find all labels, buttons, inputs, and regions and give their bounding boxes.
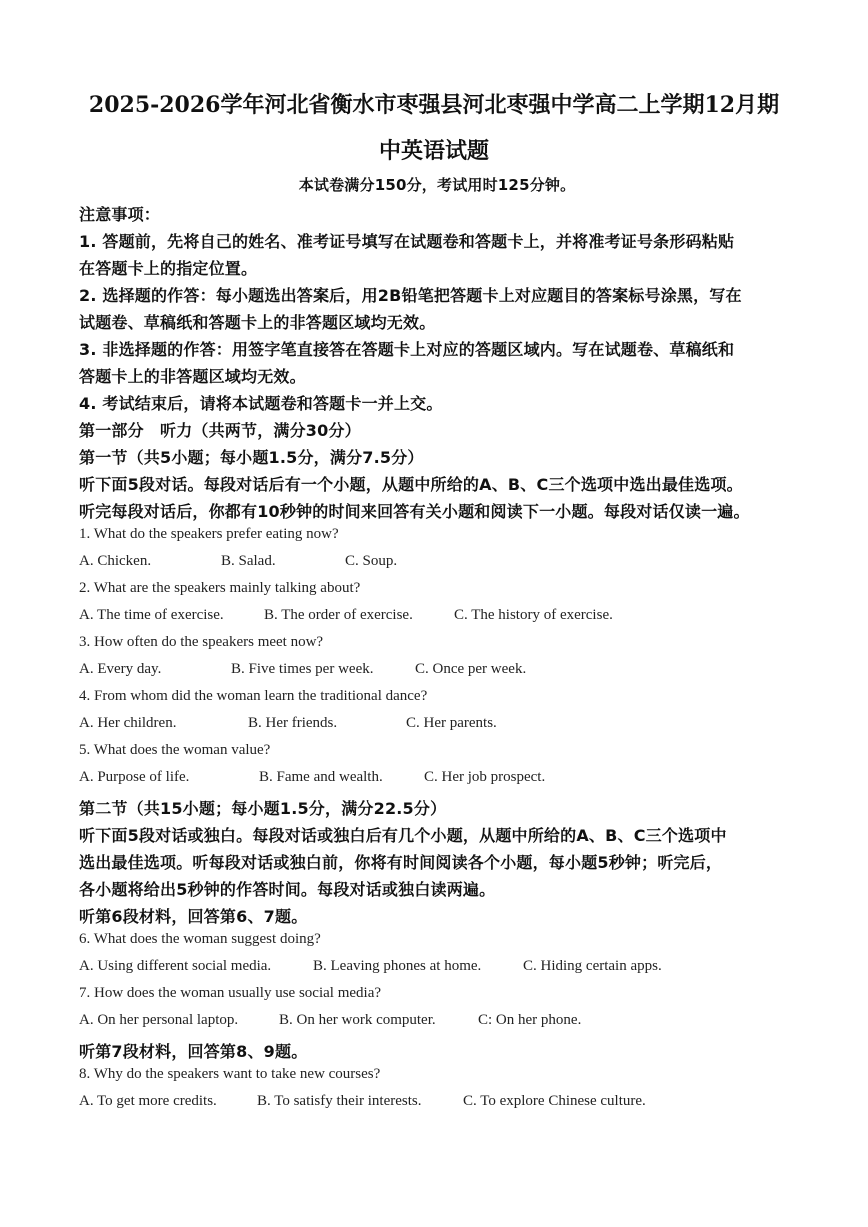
- question-4-option-c: C. Her parents.: [406, 715, 497, 731]
- question-5: 5. What does the woman value?: [79, 742, 271, 758]
- question-8-option-b: B. To satisfy their interests.: [257, 1093, 422, 1109]
- question-5-option-c: C. Her job prospect.: [424, 769, 546, 785]
- question-8: 8. Why do the speakers want to take new courses?: [79, 1066, 381, 1082]
- question-3-option-c: C. Once per week.: [415, 661, 527, 677]
- question-2-option-c: C. The history of exercise.: [454, 607, 613, 623]
- section2-heading: 第二节（共15小题；每小题1.5分，满分22.5分）: [79, 799, 447, 818]
- question-5-option-a: A. Purpose of life.: [79, 769, 190, 785]
- question-1-option-a: A. Chicken.: [79, 553, 152, 569]
- notes-line: 试题卷、草稿纸和答题卡上的非答题区域均无效。: [79, 313, 436, 332]
- question-6-option-a: A. Using different social media.: [79, 958, 272, 974]
- notes-line: 答题卡上的非答题区域均无效。: [79, 367, 306, 386]
- exam-subtitle: 本试卷满分150分，考试用时125分钟。: [298, 176, 576, 194]
- notes-heading: 注意事项：: [79, 205, 161, 224]
- question-1-option-c: C. Soup.: [345, 553, 398, 569]
- exam-title-line-2: 中英语试题: [378, 138, 489, 164]
- part1-heading: 第一部分 听力（共两节，满分30分）: [79, 421, 361, 440]
- question-6-option-c: C. Hiding certain apps.: [523, 958, 662, 974]
- question-2: 2. What are the speakers mainly talking about?: [79, 580, 361, 596]
- notes-line: 4. 考试结束后，请将本试题卷和答题卡一并上交。: [79, 394, 443, 413]
- section1-instruction: 听下面5段对话。每段对话后有一个小题，从题中所给的A、B、C三个选项中选出最佳选项。: [79, 475, 743, 494]
- question-7-option-a: A. On her personal laptop.: [79, 1012, 239, 1028]
- question-8-option-a: A. To get more credits.: [79, 1093, 217, 1109]
- section2-instruction: 听下面5段对话或独白。每段对话或独白后有几个小题，从题中所给的A、B、C三个选项中: [79, 826, 727, 845]
- question-1-option-b: B. Salad.: [221, 553, 276, 569]
- notes-line: 1. 答题前，先将自己的姓名、准考证号填写在试题卷和答题卡上，并将准考证号条形码粘贴: [79, 232, 735, 251]
- question-7-option-c: C: On her phone.: [478, 1012, 582, 1028]
- question-2-option-a: A. The time of exercise.: [79, 607, 224, 623]
- question-1: 1. What do the speakers prefer eating now?: [79, 526, 339, 542]
- notes-line: 在答题卡上的指定位置。: [79, 259, 258, 278]
- question-4-option-a: A. Her children.: [79, 715, 177, 731]
- question-3-option-a: A. Every day.: [79, 661, 162, 677]
- question-5-option-b: B. Fame and wealth.: [259, 769, 383, 785]
- section2-instruction: 选出最佳选项。听每段对话或独白前，你将有时间阅读各个小题，每小题5秒钟；听完后，: [79, 853, 723, 872]
- section1-instruction: 听完每段对话后，你都有10秒钟的时间来回答有关小题和阅读下一小题。每段对话仅读一遍。: [79, 502, 750, 521]
- question-2-option-b: B. The order of exercise.: [264, 607, 413, 623]
- material-7-heading: 听第7段材料，回答第8、9题。: [79, 1042, 308, 1061]
- section1-heading: 第一节（共5小题；每小题1.5分，满分7.5分）: [79, 448, 424, 467]
- section2-instruction: 各小题将给出5秒钟的作答时间。每段对话或独白读两遍。: [79, 880, 496, 899]
- question-4: 4. From whom did the woman learn the traditional dance?: [79, 688, 428, 704]
- notes-line: 3. 非选择题的作答：用签字笔直接答在答题卡上对应的答题区域内。写在试题卷、草稿纸和: [79, 340, 735, 359]
- notes-line: 2. 选择题的作答：每小题选出答案后，用2B铅笔把答题卡上对应题目的答案标号涂黑，写在: [79, 286, 742, 305]
- question-3: 3. How often do the speakers meet now?: [79, 634, 324, 650]
- exam-title-line-1: 2025-2026学年河北省衡水市枣强县河北枣强中学高二上学期12月期: [88, 92, 780, 118]
- question-4-option-b: B. Her friends.: [248, 715, 338, 731]
- question-3-option-b: B. Five times per week.: [231, 661, 374, 677]
- question-8-option-c: C. To explore Chinese culture.: [463, 1093, 646, 1109]
- question-7: 7. How does the woman usually use social media?: [79, 985, 382, 1001]
- material-6-heading: 听第6段材料，回答第6、7题。: [79, 907, 308, 926]
- question-6: 6. What does the woman suggest doing?: [79, 931, 321, 947]
- question-7-option-b: B. On her work computer.: [279, 1012, 436, 1028]
- question-6-option-b: B. Leaving phones at home.: [313, 958, 482, 974]
